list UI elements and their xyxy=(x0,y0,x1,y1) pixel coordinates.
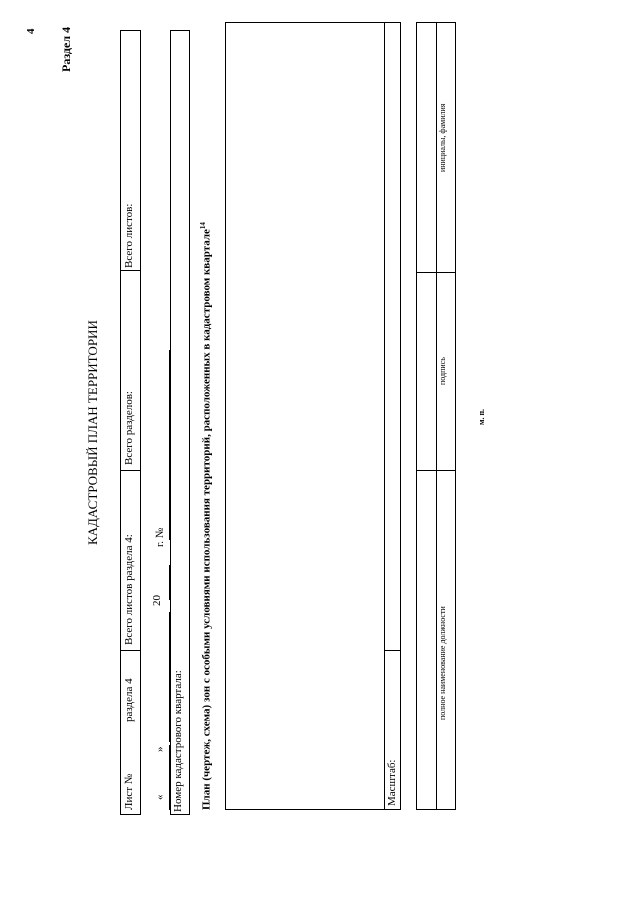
sheet-no-label: Лист № xyxy=(123,773,135,810)
divider xyxy=(120,470,141,471)
scale-label: Масштаб: xyxy=(386,759,398,806)
date-open-quote: « xyxy=(154,794,166,800)
divider xyxy=(120,270,141,271)
total-sheets-label: Всего листов: xyxy=(123,203,135,268)
total-sections-label: Всего разделов: xyxy=(123,391,135,465)
total-sheets-section-label: Всего листов раздела 4: xyxy=(123,534,135,645)
scale-divider-short xyxy=(384,650,401,651)
quarter-number-label: Номер кадастрового квартала: xyxy=(172,670,184,812)
plan-caption: План (чертеж, схема) зон с особыми условиями использования территорий, расположенных в кадастровом квартале$^{14}$ xyxy=(199,222,213,810)
section-ref-label: раздела 4 xyxy=(123,678,135,722)
year-prefix: 20 xyxy=(151,595,163,606)
scale-divider xyxy=(384,22,385,810)
footnote-ref: 14 xyxy=(199,222,207,230)
plan-drawing-area xyxy=(225,22,401,810)
name-caption: инициалы, фамилия xyxy=(438,103,447,172)
section-label: Раздел 4 xyxy=(59,26,73,72)
year-suffix: г. № xyxy=(154,527,166,547)
signature-caption: подпись xyxy=(438,357,447,385)
stamp-label: м. п. xyxy=(477,408,486,425)
signature-line xyxy=(436,22,437,810)
position-caption: полное наименование должности xyxy=(438,606,447,720)
page-number: 4 xyxy=(25,28,37,34)
divider xyxy=(120,650,141,651)
page-title: КАДАСТРОВЫЙ ПЛАН ТЕРРИТОРИИ xyxy=(85,320,100,545)
date-close-quote: » xyxy=(154,746,166,752)
